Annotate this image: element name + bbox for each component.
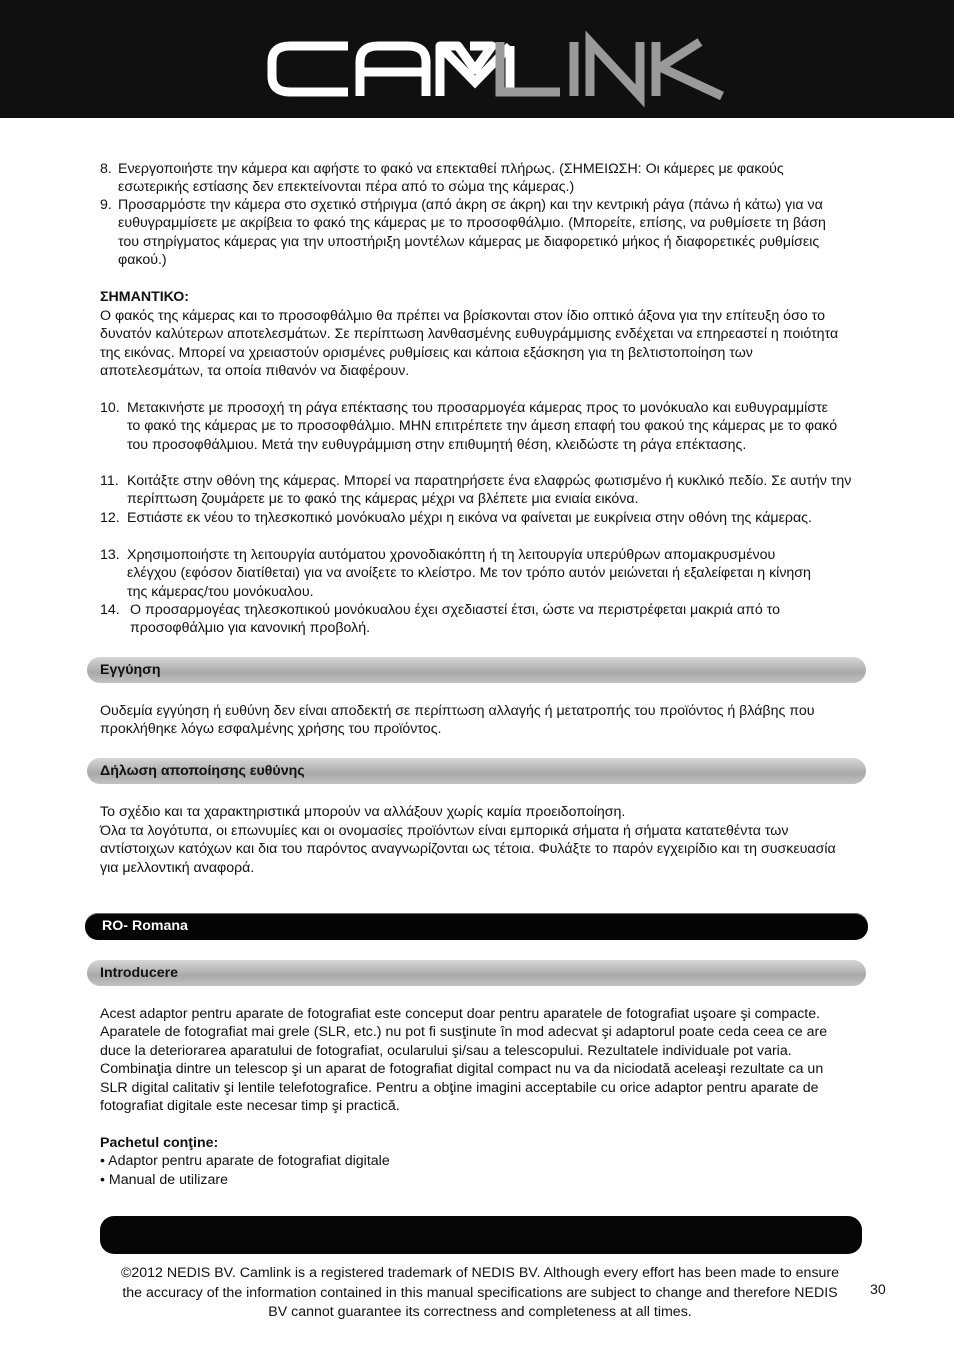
section-bar-warranty xyxy=(87,657,866,683)
intro-text: Acest adaptor pentru aparate de fotografiat este conceput doar pentru aparatele de fotografiat uşoare şi compacte. Aparatele de fotografiat mai grele (SLR, etc.) nu pot fi susţinute în mod adecvat şi adaptorul poate ceda ceea ce are duce la deteriorarea aparatului de fotografiat, ocularului şi/sau a telescopului. Rezultatele individuale pot varia. Combinaţia dintre un telescop şi un aparat de fotografiat digital compact nu va da niciodată aceleaşi rezultate ca un SLR digital calitativ şi lentile telefotografice. Pentru a obţine imagini acceptabile cu orice adaptor pentru aparate de fotografiat digitale este necesar timp şi practică. xyxy=(100,1006,828,1115)
step-number: 10. xyxy=(100,400,120,416)
disclaimer-text-1: Το σχέδιο και τα χαρακτηριστικά μπορούν να αλλάξουν χωρίς καμία προειδοποίηση. xyxy=(100,804,626,820)
important-heading: ΣΗΜΑΝΤΙΚΟ: xyxy=(100,289,190,305)
section-title: Εγγύηση xyxy=(100,662,161,678)
footer-bar xyxy=(100,1216,862,1254)
step-number: 14. xyxy=(100,602,120,618)
disclaimer-text-2: Όλα τα λογότυπα, οι επωνυμίες και οι ονομασίες προϊόντων είναι εμπορικά σήματα ή σήματα κατατεθέντα των αντίστοιχων κατόχων και δια του παρόντος αναγνωρίζονται ως τέτοια. Φυλάξτε το παρόν εγχειρίδιο και τη συσκευασία για μελλοντική αναφορά. xyxy=(100,823,836,876)
package-heading: Pachetul conţine: xyxy=(100,1135,219,1151)
section-bar-disclaimer xyxy=(87,758,866,784)
list-item-step-14 xyxy=(100,601,850,638)
footer-copyright: ©2012 NEDIS BV. Camlink is a registered trademark of NEDIS BV. Although every effort has been made to ensure the accuracy of the information contained in this manual specifications are subject to change and therefore NEDIS BV cannot guarantee its correctness and completeness at all times. xyxy=(120,1265,840,1320)
step-number: 13. xyxy=(100,547,120,563)
step-text: Ενεργοποιήστε την κάμερα και αφήστε το φακό να επεκταθεί πλήρως. (ΣΗΜΕΙΩΣΗ: Οι κάμερες με φακούς εσωτερικής εστίασης δεν επεκτείνονται πέρα από το σώμα της κάμερας.) xyxy=(118,161,784,196)
list-item-step-8 xyxy=(100,160,830,197)
step-text: Κοιτάξτε στην οθόνη της κάμερας. Μπορεί να παρατηρήσετε ένα ελαφρώς φωτισμένο ή κυκλικό πεδίο. Σε αυτήν την περίπτωση ζουμάρετε με το φακό της κάμερας μέχρι να βλέπετε μια ενιαία εικόνα. xyxy=(127,473,852,508)
page-number: 30 xyxy=(870,1282,886,1298)
language-title: RO- Romana xyxy=(102,918,188,934)
section-title: Introducere xyxy=(100,965,179,981)
package-item-1: • Adaptor pentru aparate de fotografiat digitale xyxy=(100,1153,390,1169)
step-number: 12. xyxy=(100,510,120,526)
step-number: 8. xyxy=(100,161,112,177)
step-text: Προσαρμόστε την κάμερα στο σχετικό στήριγμα (από άκρη σε άκρη) και την κεντρική ράγα (πάνω ή κάτω) για να ευθυγραμμίσετε με ακρίβεια το φακό της κάμερας με το προσοφθάλμιο. (Μπορείτε, επίσης, να ρυθμίσετε τη βάση του στηρίγματος κάμερας για την υποστήριξη μοντέλων κάμερας με διαφορετικό μήκος ή διαφορετικές ρυθμίσεις φακού.) xyxy=(118,197,826,269)
list-item-step-12 xyxy=(100,509,840,527)
list-item-step-10 xyxy=(100,399,840,454)
warranty-text: Ουδεμία εγγύηση ή ευθύνη δεν είναι αποδεκτή σε περίπτωση αλλαγής ή μετατροπής του προϊόντος ή βλάβης που προκλήθηκε λόγω εσφαλμένης χρήσης του προϊόντος. xyxy=(100,703,815,738)
important-text: Ο φακός της κάμερας και το προσοφθάλμιο θα πρέπει να βρίσκονται στον ίδιο οπτικό άξονα για την επίτευξη όσο το δυνατόν καλύτερων αποτελεσμάτων. Σε περίπτωση λανθασμένης ευθυγράμμισης ενδέχεται να επηρεαστεί η ποιότητα της εικόνας. Μπορεί να χρειαστούν ορισμένες ρυθμίσεις και κάποια εξάσκηση για τη βελτιστοποίηση των αποτελεσμάτων, τα οποία πιθανόν να διαφέρουν. xyxy=(100,308,839,380)
camlink-logo xyxy=(0,0,954,118)
list-item-step-13 xyxy=(100,546,820,601)
list-item-step-11 xyxy=(100,472,860,509)
step-text: Ο προσαρμογέας τηλεσκοπικού μονόκυαλου έχει σχεδιαστεί έτσι, ώστε να περιστρέφεται μακριά από το προσοφθάλμιο για κανονική προβολή. xyxy=(130,602,781,637)
section-bar-intro xyxy=(87,960,866,986)
page-header xyxy=(0,0,954,118)
step-number: 9. xyxy=(100,197,112,213)
section-title: Δήλωση αποποίησης ευθύνης xyxy=(100,763,305,779)
list-item-step-9 xyxy=(100,196,830,270)
package-item-2: • Manual de utilizare xyxy=(100,1172,228,1188)
step-text: Μετακινήστε με προσοχή τη ράγα επέκτασης του προσαρμογέα κάμερας προς το μονόκυαλο και ευθυγραμμίστε το φακό της κάμερας με το προσοφθάλμιο. ΜΗΝ επιτρέπετε την άμεση επαφή του φακού της κάμερας με το φακό του προσοφθάλμιου. Μετά την ευθυγράμμιση στην επιθυμητή θέση, κλειδώστε τη ράγα επέκτασης. xyxy=(127,400,838,453)
step-number: 11. xyxy=(100,473,119,489)
step-text: Χρησιμοποιήστε τη λειτουργία αυτόματου χρονοδιακόπτη ή τη λειτουργία υπερύθρων απομακρυσμένου ελέγχου (εφόσον διατίθεται) για να ανοίξετε το κλείστρο. Με τον τρόπο αυτόν μειώνεται ή εξαλείφεται η κίνηση της κάμερας/του μονόκυαλου. xyxy=(127,547,811,600)
step-text: Εστιάστε εκ νέου το τηλεσκοπικό μονόκυαλο μέχρι η εικόνα να φαίνεται με ευκρίνεια στην οθόνη της κάμερας. xyxy=(127,510,812,526)
language-bar-romanian xyxy=(85,913,868,940)
